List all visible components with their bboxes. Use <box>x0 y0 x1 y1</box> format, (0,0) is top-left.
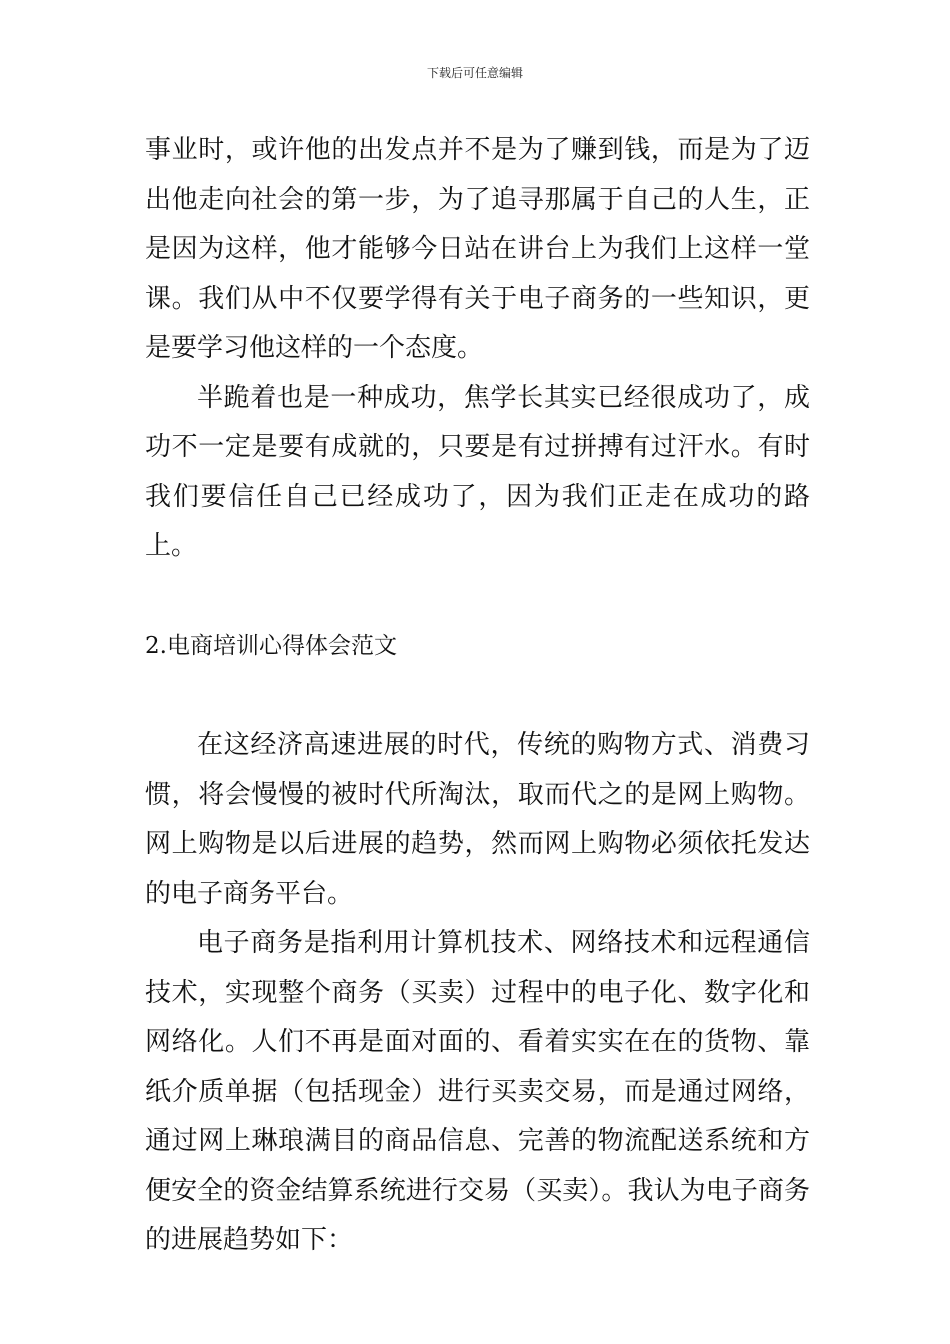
spacer <box>145 572 810 622</box>
paragraph-continuation: 事业时，或许他的出发点并不是为了赚到钱，而是为了迈出他走向社会的第一步，为了追寻那属于自己的人生，正是因为这样，他才能够今日站在讲台上为我们上这样一堂课。我们从中不仅要学得有关于电子商务的一些知识，更是要学习他这样的一个态度。 <box>145 135 810 363</box>
paragraph-success: 半跪着也是一种成功，焦学长其实已经很成功了，成功不一定是要有成就的，只要是有过拼搏有过汗水。有时我们要信任自己已经成功了，因为我们正走在成功的路上。 <box>145 382 810 561</box>
section-heading: 2.电商培训心得体会范文 <box>145 632 397 659</box>
spacer <box>145 671 810 721</box>
paragraph-online-shopping: 在这经济高速进展的时代，传统的购物方式、消费习惯，将会慢慢的被时代所淘汰，取而代之的是网上购物。网上购物是以后进展的趋势，然而网上购物必须依托发达的电子商务平台。 <box>145 730 810 909</box>
page-header-note: 下载后可任意编辑 <box>426 66 523 80</box>
paragraph-ecommerce-definition: 电子商务是指利用计算机技术、网络技术和远程通信技术，实现整个商务（买卖）过程中的电子化、数字化和网络化。人们不再是面对面的、看着实实在在的货物、靠纸介质单据（包括现金）进行买卖交易，而是通过网络，通过网上琳琅满目的商品信息、完善的物流配送系统和方便安全的资金结算系统进行交易（买卖）。我认为电子商务的进展趋势如下： <box>145 928 810 1255</box>
document-body <box>145 126 810 1266</box>
